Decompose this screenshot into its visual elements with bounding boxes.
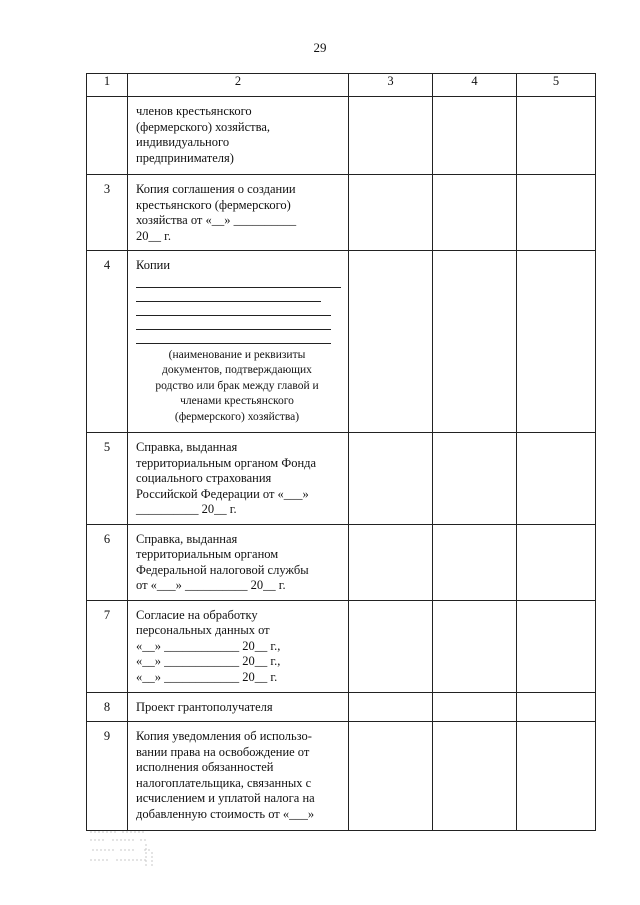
text-line: Федеральной налоговой службы — [136, 562, 309, 577]
row-description — [128, 175, 349, 251]
text-line: от «___» __________ 20__ г. — [136, 578, 286, 592]
row-description — [128, 524, 349, 600]
text-line: персональных данных от — [136, 623, 270, 637]
text-line: Справка, выданная — [136, 531, 238, 546]
empty-cell — [349, 175, 433, 251]
header-cell-5: 5 — [517, 74, 596, 97]
text-line: 20__ г. — [136, 228, 171, 243]
blank-line — [136, 302, 331, 316]
table-row — [87, 524, 596, 600]
row-number — [87, 97, 128, 175]
empty-cell — [349, 722, 433, 831]
row-number: 3 — [87, 175, 128, 251]
row-description — [128, 600, 349, 692]
faded-stamp-mark — [86, 826, 166, 870]
text-line: Копия уведомления об использо- — [136, 729, 312, 743]
row-description — [128, 722, 349, 831]
empty-cell — [517, 722, 596, 831]
empty-cell — [433, 251, 517, 433]
empty-cell — [517, 692, 596, 722]
caption-line: (фермерского) хозяйства) — [174, 410, 300, 423]
text-line: Копии — [136, 258, 171, 272]
text-line: Согласие на обработку — [136, 607, 258, 622]
table-row — [87, 251, 596, 433]
empty-cell — [349, 97, 433, 175]
row-description — [128, 692, 349, 722]
empty-cell — [517, 524, 596, 600]
row-number: 8 — [87, 692, 128, 722]
empty-cell — [517, 433, 596, 525]
text-line: Российской Федерации от «___» — [136, 486, 309, 501]
caption-line: (наименование и реквизиты — [168, 348, 306, 361]
text-line: предпринимателя) — [136, 150, 234, 165]
empty-cell — [349, 251, 433, 433]
text-line: крестьянского (фермерского) — [136, 197, 291, 212]
empty-cell — [433, 97, 517, 175]
empty-cell — [433, 692, 517, 722]
table-row — [87, 433, 596, 525]
row-description — [128, 97, 349, 175]
table-row — [87, 692, 596, 722]
documents-table — [86, 73, 596, 831]
empty-cell — [433, 722, 517, 831]
row-number: 6 — [87, 524, 128, 600]
row-number: 7 — [87, 600, 128, 692]
table-row — [87, 175, 596, 251]
text-line: «__» ____________ 20__ г., — [136, 654, 281, 668]
text-line: (фермерского) хозяйства, — [136, 119, 270, 134]
empty-cell — [433, 175, 517, 251]
text-line: вании права на освобождение от — [136, 744, 310, 759]
header-cell-3: 3 — [349, 74, 433, 97]
text-line: исчислением и уплатой налога на — [136, 791, 315, 805]
page-number: 29 — [313, 40, 327, 55]
text-line: социального страхования — [136, 471, 272, 485]
header-cell-1: 1 — [87, 74, 128, 97]
empty-cell — [433, 600, 517, 692]
empty-cell — [517, 251, 596, 433]
empty-cell — [517, 600, 596, 692]
empty-cell — [433, 524, 517, 600]
empty-cell — [349, 524, 433, 600]
text-line: Проект грантополучателя — [136, 699, 273, 714]
row-number: 5 — [87, 433, 128, 525]
empty-cell — [349, 600, 433, 692]
blank-line — [136, 274, 341, 288]
text-line: Копия соглашения о создании — [136, 182, 296, 196]
text-line: добавленную стоимость от «___» — [136, 806, 315, 821]
row-description — [128, 251, 349, 433]
table-header-row — [87, 74, 596, 97]
caption-line: членами крестьянского — [180, 395, 294, 407]
text-line: исполнения обязанностей — [136, 760, 274, 774]
text-line: членов крестьянского — [136, 104, 252, 118]
empty-cell — [433, 433, 517, 525]
text-line: территориальным органом — [136, 547, 279, 561]
row-number: 9 — [87, 722, 128, 831]
header-cell-4: 4 — [433, 74, 517, 97]
blank-line — [136, 316, 331, 330]
text-line: «__» ____________ 20__ г. — [136, 669, 278, 684]
text-line: налогоплательщика, связанных с — [136, 775, 312, 790]
row-description — [128, 433, 349, 525]
caption — [136, 348, 344, 426]
caption-line: документов, подтверждающих — [162, 364, 312, 376]
blank-line — [136, 288, 321, 302]
empty-cell — [349, 433, 433, 525]
text-line: «__» ____________ 20__ г., — [136, 638, 281, 653]
row-number: 4 — [87, 251, 128, 433]
table-row — [87, 97, 596, 175]
empty-cell — [517, 175, 596, 251]
text-line: __________ 20__ г. — [136, 502, 237, 516]
blank-line — [136, 330, 331, 344]
text-line: территориальным органом Фонда — [136, 455, 317, 470]
table-row — [87, 722, 596, 831]
empty-cell — [517, 97, 596, 175]
empty-cell — [349, 692, 433, 722]
text-line: индивидуального — [136, 135, 230, 149]
text-line: Справка, выданная — [136, 440, 238, 454]
caption-line: родство или брак между главой и — [155, 379, 319, 392]
text-line: хозяйства от «__» __________ — [136, 213, 297, 227]
header-cell-2: 2 — [128, 74, 349, 97]
table-row — [87, 600, 596, 692]
